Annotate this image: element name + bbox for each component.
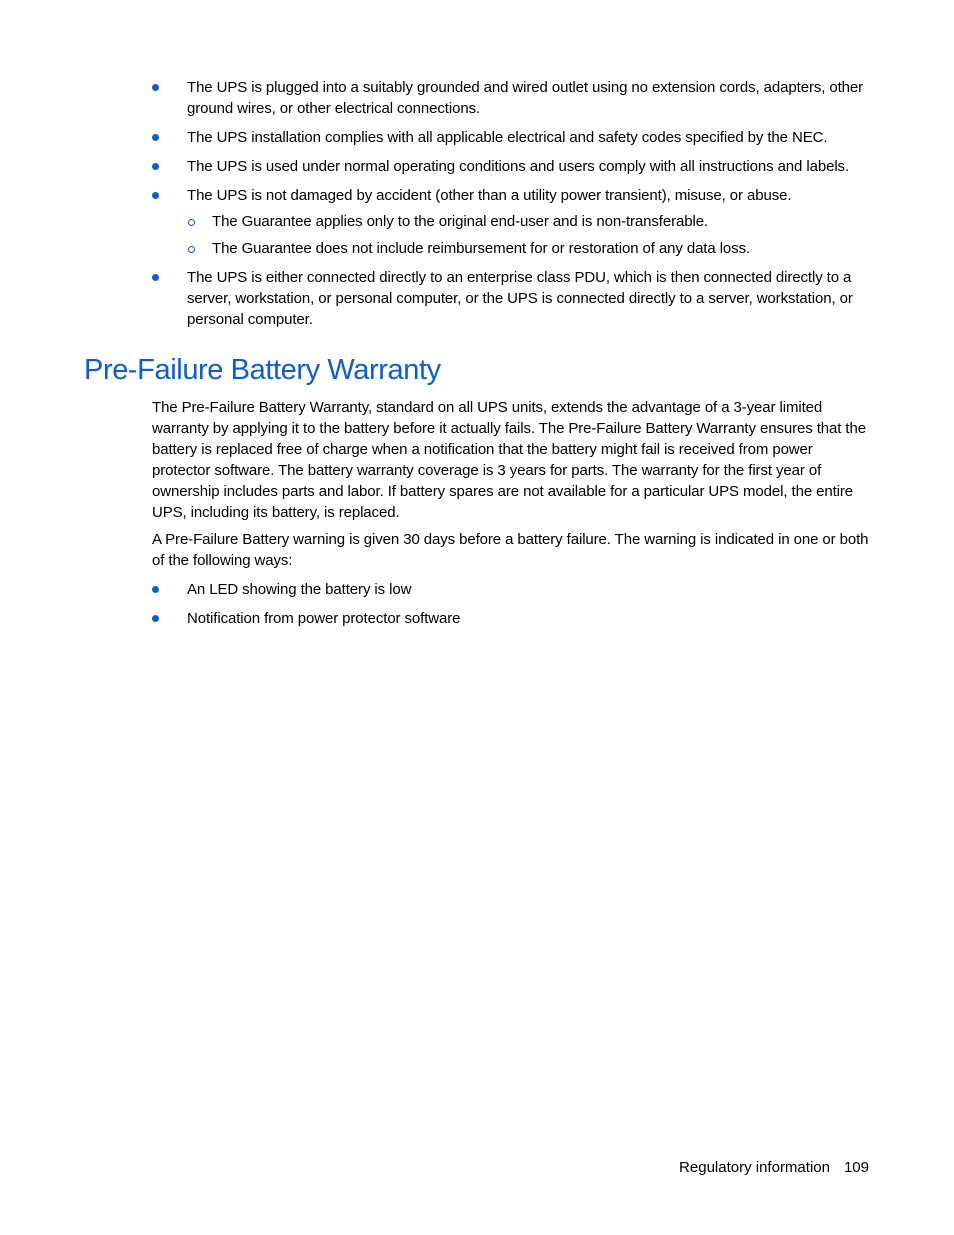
hollow-bullet-icon: [188, 219, 195, 226]
bullet-icon: [152, 134, 159, 141]
list-item: [152, 608, 872, 629]
sub-list: [187, 211, 872, 259]
hollow-bullet-icon: [188, 246, 195, 253]
list-item: [152, 156, 872, 177]
bullet-icon: [152, 163, 159, 170]
conditions-list: [152, 77, 872, 338]
bullet-icon: [152, 586, 159, 593]
list-item-text: The UPS is either connected directly to an enterprise class PDU, which is then connected directly to a server, workstation, or personal computer, or the UPS is connected directly to a server, workstation, or personal computer.: [187, 269, 853, 328]
footer-section-title: Regulatory information: [679, 1159, 830, 1176]
list-item-text: The UPS is used under normal operating conditions and users comply with all instructions and labels.: [187, 158, 850, 175]
paragraph: The Pre-Failure Battery Warranty, standard on all UPS units, extends the advantage of a 3-year limited warranty by applying it to the battery before it actually fails. The Pre-Failure Battery Warranty ensures that the battery is replaced free of charge when a notification that the battery might fail is received from power protector software. The battery warranty coverage is 3 years for parts. The warranty for the first year of ownership includes parts and labor. If battery spares are not available for a particular UPS model, the entire UPS, including its battery, is replaced.: [152, 399, 866, 521]
sub-list-item-text: The Guarantee applies only to the original end-user and is non-transferable.: [212, 213, 709, 230]
list-item-text: Notification from power protector software: [187, 610, 461, 627]
list-item-text: The UPS is plugged into a suitably grounded and wired outlet using no extension cords, adapters, other ground wires, or other electrical connections.: [187, 79, 864, 117]
bullet-icon: [152, 615, 159, 622]
list-item: [152, 127, 872, 148]
list-item-text: The UPS installation complies with all applicable electrical and safety codes specified by the NEC.: [187, 129, 828, 146]
warning-methods-list: [152, 579, 872, 637]
list-item-text: An LED showing the battery is low: [187, 581, 412, 598]
section-heading: Pre-Failure Battery Warranty: [84, 354, 441, 386]
list-item: [152, 185, 872, 259]
sub-list-item: [187, 238, 872, 259]
list-item: [152, 267, 872, 330]
bullet-icon: [152, 192, 159, 199]
page-number: 109: [843, 1159, 869, 1176]
sub-list-item-text: The Guarantee does not include reimbursement for or restoration of any data loss.: [212, 240, 751, 257]
bullet-icon: [152, 84, 159, 91]
list-item: [152, 77, 872, 119]
list-item-text: The UPS is not damaged by accident (other than a utility power transient), misuse, or abuse.: [187, 187, 792, 204]
list-item: [152, 579, 872, 600]
page-footer: [679, 1157, 869, 1178]
paragraph: A Pre-Failure Battery warning is given 30 days before a battery failure. The warning is indicated in one or both of the following ways:: [152, 531, 869, 569]
bullet-icon: [152, 274, 159, 281]
sub-list-item: [187, 211, 872, 232]
